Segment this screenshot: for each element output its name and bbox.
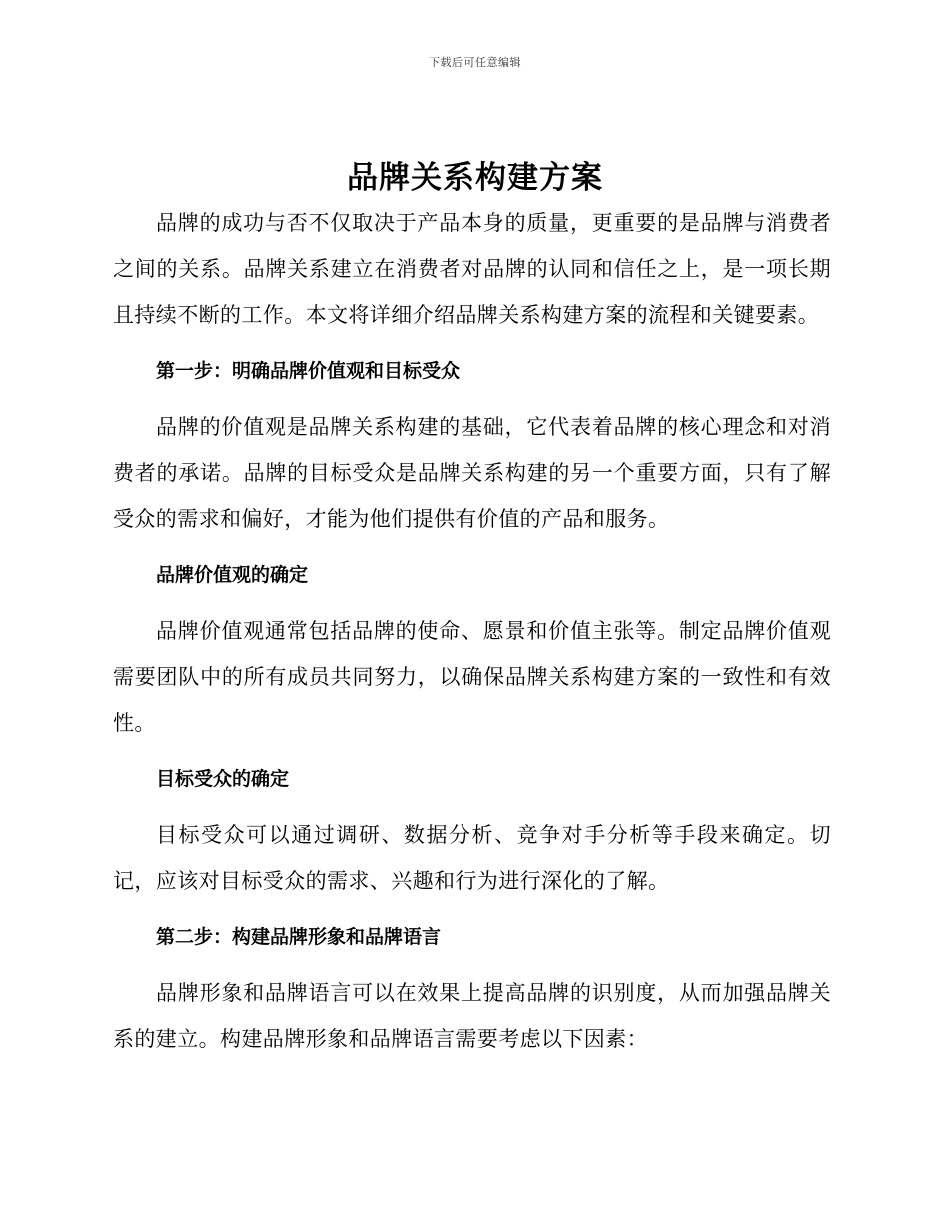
document-body [113, 200, 831, 1062]
paragraph-step-two: 品牌形象和品牌语言可以在效果上提高品牌的识别度，从而加强品牌关系的建立。构建品牌形象和品牌语言需要考虑以下因素： [113, 981, 831, 1051]
heading-step-one: 第一步：明确品牌价值观和目标受众 [156, 360, 461, 382]
paragraph-target-audience: 目标受众可以通过调研、数据分析、竞争对手分析等手段来确定。切记，应该对目标受众的需求、兴趣和行为进行深化的了解。 [113, 823, 831, 893]
heading-brand-values: 品牌价值观的确定 [156, 564, 309, 586]
heading-target-audience: 目标受众的确定 [156, 768, 290, 790]
heading-step-two: 第二步：构建品牌形象和品牌语言 [156, 926, 442, 948]
paragraph-intro: 品牌的成功与否不仅取决于产品本身的质量，更重要的是品牌与消费者之间的关系。品牌关系建立在消费者对品牌的认同和信任之上，是一项长期且持续不断的工作。本文将详细介绍品牌关系构建方案的流程和关键要素。 [113, 211, 831, 327]
paragraph-brand-values: 品牌价值观通常包括品牌的使命、愿景和价值主张等。制定品牌价值观需要团队中的所有成员共同努力，以确保品牌关系构建方案的一致性和有效性。 [113, 619, 831, 735]
page-title: 品牌关系构建方案 [347, 160, 603, 196]
header-note: 下载后可任意编辑 [429, 56, 521, 69]
paragraph-step-one: 品牌的价值观是品牌关系构建的基础，它代表着品牌的核心理念和对消费者的承诺。品牌的目标受众是品牌关系构建的另一个重要方面，只有了解受众的需求和偏好，才能为他们提供有价值的产品和服务。 [113, 415, 831, 531]
